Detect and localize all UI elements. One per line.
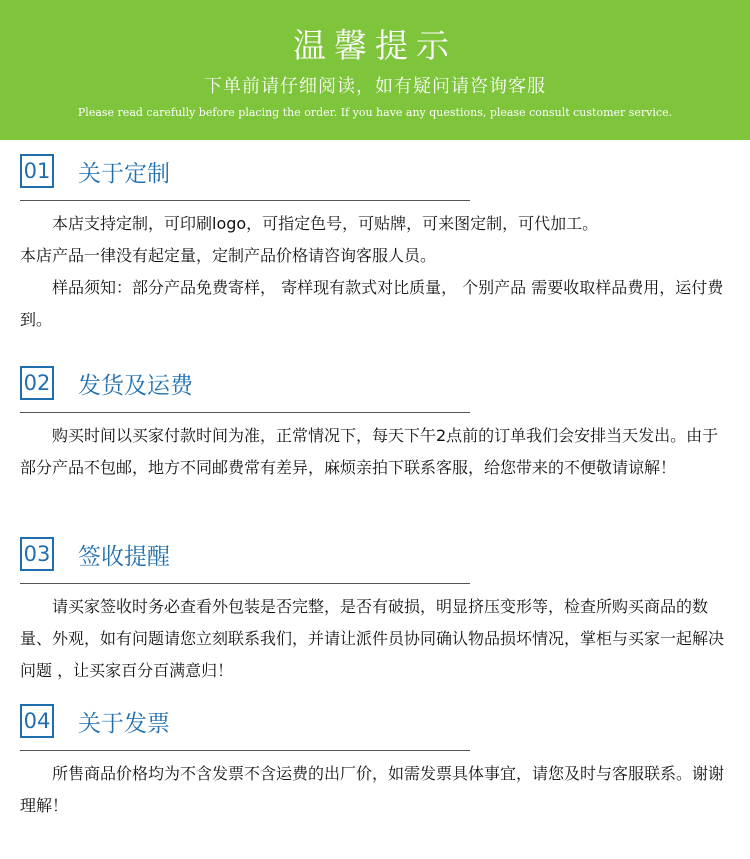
section-number-badge: 01 <box>20 154 54 188</box>
section-divider <box>20 412 470 413</box>
section-number-badge: 03 <box>20 537 54 571</box>
section-invoice <box>20 704 730 815</box>
paragraph: 本店支持定制，可印刷logo，可指定色号，可贴牌，可来图定制，可代加工。 <box>20 214 599 233</box>
section-receipt <box>20 537 730 680</box>
section-divider <box>20 200 470 201</box>
paragraph: 请买家签收时务必查看外包装是否完整，是否有破损，明显挤压变形等，检查所购买商品的数量、外观，如有问题请您立刻联系我们，并请让派件员协同确认物品损坏情况，掌柜与买家一起解决问题 ，让买家百分百满意归！ <box>20 597 725 680</box>
banner-title: 温馨提示 <box>293 26 457 65</box>
section-number-badge: 04 <box>20 704 54 738</box>
section-divider <box>20 750 470 751</box>
banner-subtitle: 下单前请仔细阅读，如有疑问请咨询客服 <box>204 76 546 97</box>
section-title: 签收提醒 <box>78 544 170 570</box>
section-divider <box>20 583 470 584</box>
paragraph: 样品须知：部分产品免费寄样， 寄样现有款式对比质量， 个别产品 需要收取样品费用，运付费到。 <box>20 278 724 329</box>
header-banner <box>0 0 750 140</box>
section-body <box>20 591 725 687</box>
section-body <box>20 420 725 484</box>
section-title: 关于发票 <box>78 711 170 737</box>
section-title: 发货及运费 <box>78 373 193 399</box>
banner-english-note: Please read carefully before placing the order. If you have any questions, please consult customer service. <box>77 106 673 119</box>
section-body <box>20 208 725 336</box>
paragraph: 本店产品一律没有起定量，定制产品价格请咨询客服人员。 <box>20 246 437 265</box>
section-number-badge: 02 <box>20 366 54 400</box>
section-body <box>20 758 725 822</box>
section-title: 关于定制 <box>78 161 170 187</box>
section-shipping <box>20 366 730 477</box>
paragraph: 所售商品价格均为不含发票不含运费的出厂价，如需发票具体事宜，请您及时与客服联系。谢谢理解！ <box>20 764 725 815</box>
paragraph: 购买时间以买家付款时间为准，正常情况下，每天下午2点前的订单我们会安排当天发出。由于部分产品不包邮，地方不同邮费常有差异，麻烦亲拍下联系客服，给您带来的不便敬请谅解！ <box>20 426 719 477</box>
section-custom <box>20 154 730 329</box>
